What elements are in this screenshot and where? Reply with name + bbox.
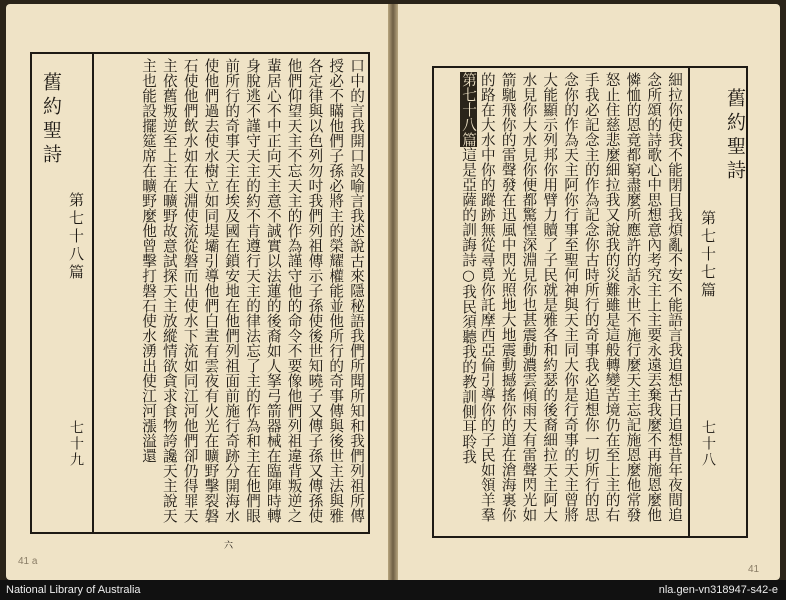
- page-signature-mark: 六: [224, 541, 234, 551]
- right-left-rule: [432, 66, 434, 538]
- right-pencil-mark: 41: [748, 564, 760, 575]
- left-bottom-rule: [30, 532, 370, 534]
- left-chapter-heading: 第七十八篇: [67, 192, 85, 282]
- left-pencil-mark: 41 a: [18, 556, 38, 567]
- left-body-text: 口中的言我開口設喻言我述說古來隱秘語我們所聞所知和我們列祖所傳授必不瞞他們子孫必將主的榮耀權能並他所行的奇事傳與後世主法與雅各定律與以色列勿吋我們列祖傳示子孫使後世知曉子又傳子孫又傳孫使他們仰望天主不忘天主的作為謹守他的命令不要像他們列祖違背叛逆之輩居心不中正向天主意不誠實以法蓮的後裔如人拏弓箭器械在臨陣時轉身脫逃不謹守天主的約不肯遵行天主的律法忘了主的作為和主在他們眼前所行的奇事天主在埃及國在鎖安地在他們列祖面前施行奇跡分開海水使他們過去使水樹立如同堤壩引導他們白晝有雲夜有火光在曠野擊裂磐石使他們飲水如在大淵使流從磐而出使水下流如同江河他們卻仍得罪天主依舊叛逆至上主在曠野故意試探天主放縱情欲貪求食物誇讒天主說天主也能設擺筵席在曠野麼他曾擊打磐石使水湧出使江河漲溢還: [140, 58, 365, 523]
- left-right-rule: [368, 52, 370, 534]
- footer-identifier: nla.gen-vn318947-s42-e: [658, 584, 778, 596]
- left-running-title: 舊約聖詩: [40, 72, 62, 168]
- left-page-number: 七十九: [68, 420, 84, 468]
- right-last-column: [436, 72, 456, 532]
- footer-library-name: National Library of Australia: [6, 584, 141, 596]
- closing-note: 這是亞薩的訓誨詩○我民須聽我的教訓側耳聆我: [460, 147, 477, 465]
- right-page-number: 七十八: [700, 420, 716, 468]
- right-body-text: 細拉你使我不能閉目我煩亂不安不能語言我追想古日追想昔年夜間追念所頌的詩歌心中思想意內考究主上主要永遠丟棄我麼不再施恩麼他憐恤的恩竟都窮盡麼所應許的話永世不施行麼天主忘記施恩麼他常發怒止住慈悲麼細拉我又說我的災難雖是這般轉變苦境仍在至上主的右手我必記念主的作為記念你古時所行的奇事我必追想你一切所行的思念你的作為天主阿你行事至聖何神與天主同大你是行奇事的天主曾將大能顯示列邦你用臂力贖了子民就是雅各和約瑟的後裔細拉天主阿大水見你大水見你便都驚惶深淵見你也甚震動濃雲傾雨天有雷聲閃光如箭馳飛你的雷聲發在迅風中閃光照地大地震動撼搖你的道在滄海裏你的路在大水中你的蹤跡無從尋覓你託摩西亞倫引導你的子民如領羊羣: [478, 72, 683, 522]
- book-gutter: [388, 4, 398, 580]
- right-inner-rule: [688, 66, 690, 538]
- right-bottom-rule: [432, 536, 748, 538]
- right-running-title: 舊約聖詩: [724, 88, 746, 184]
- right-chapter-heading: 第七十七篇: [699, 210, 717, 300]
- left-inner-rule: [92, 52, 94, 534]
- left-outer-rule: [30, 52, 32, 534]
- footer-bar: [0, 580, 786, 600]
- next-chapter-box: 第七十八篇: [460, 72, 477, 147]
- left-top-rule: [30, 52, 370, 54]
- right-top-rule: [432, 66, 748, 68]
- right-closing-note-column: [458, 72, 478, 532]
